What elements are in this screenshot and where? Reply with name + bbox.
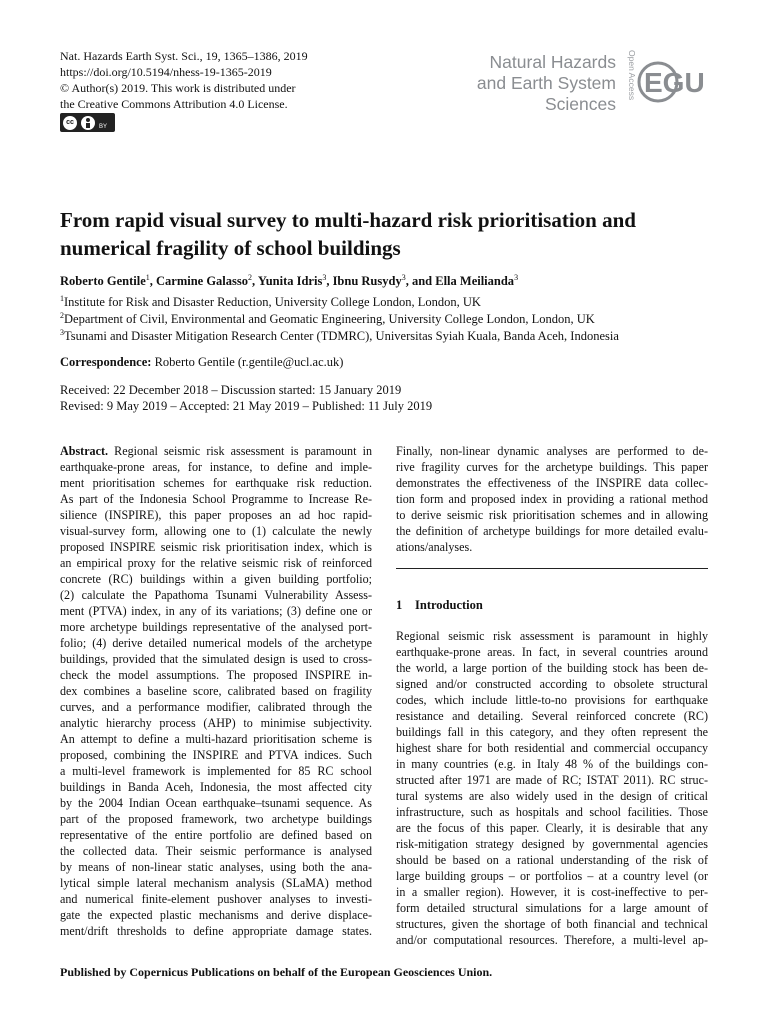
author-list <box>60 273 518 289</box>
journal-name-line: and Earth System <box>476 73 616 93</box>
text-line: buildings fall in this category, and they often represent the <box>396 725 708 739</box>
author-name: Ella Meilianda <box>435 274 515 289</box>
cc-icon: cc <box>63 116 77 130</box>
license-notice: the Creative Commons Attribution 4.0 License. <box>60 97 288 111</box>
text-line: structures, given the shortage of both financial and technical <box>396 917 708 931</box>
text-line: highest share for both residential and commercial occupancy <box>396 741 708 755</box>
article-title <box>60 206 710 262</box>
text-line: Regional seismic risk assessment is paramount in highly <box>396 629 708 643</box>
text-line: codes, which include little-to-no provisions for earthquake <box>396 693 708 707</box>
text-line: to derive seismic risk prioritisation schemes and in allowing <box>396 508 708 522</box>
text-line: the definition of archetype buildings for more detailed evalu- <box>396 524 708 538</box>
text-line: tural systems are also widely used in the design of critical <box>396 789 708 803</box>
egu-logo <box>636 56 710 108</box>
article-header-info <box>60 48 308 112</box>
received-dates: Received: 22 December 2018 – Discussion started: 15 January 2019 <box>60 383 402 397</box>
affiliation-text: Department of Civil, Environmental and Geomatic Engineering, University College London, London, UK <box>64 312 595 327</box>
doi-link[interactable]: https://doi.org/10.5194/nhess-19-1365-2019 <box>60 65 272 79</box>
citation: Nat. Hazards Earth Syst. Sci., 19, 1365–1386, 2019 <box>60 49 308 63</box>
text-line: As part of the Indonesia School Programme to Increase Re- <box>60 492 372 506</box>
text-line: demonstrates the effectiveness of the INSPIRE data collec- <box>396 476 708 490</box>
author-name: Roberto Gentile <box>60 274 146 289</box>
section-heading-introduction <box>396 598 483 613</box>
title-line: numerical fragility of school buildings <box>60 236 401 260</box>
text-line: form detailed structural simulations for a large amount of <box>396 901 708 915</box>
author-separator: , and <box>405 274 436 289</box>
abstract-label: Abstract. <box>60 444 109 458</box>
author-affiliation-mark: 2 <box>248 273 253 282</box>
text-line: (2) calculate the Papathoma Tsunami Vulnerability Assess- <box>60 588 372 602</box>
text-line: proposed INSPIRE seismic risk prioritisation index, which is <box>60 540 372 554</box>
affiliation-2 <box>60 311 595 327</box>
text-line: are the focus of this paper. Clearly, it is desirable that any <box>396 821 708 835</box>
text-line: proposed, combining the INSPIRE and PTVA indices. Such <box>60 748 372 762</box>
journal-name-line: Sciences <box>544 94 616 114</box>
correspondence-email[interactable]: Roberto Gentile (r.gentile@ucl.ac.uk) <box>151 355 344 369</box>
abstract-continuation <box>396 443 708 555</box>
text-line: and/or computational resources. Therefore, a multi-level ap- <box>396 933 708 947</box>
text-line: by the 2004 Indian Ocean earthquake–tsunami sequence. As <box>60 796 372 810</box>
text-line: and numerical finite-element pushover analyses to investi- <box>60 892 372 906</box>
text-line: lytical simple lateral mechanism analysis (SLaMA) method <box>60 876 372 890</box>
text-line: in a smaller region). However, it is cost-ineffective to per- <box>396 885 708 899</box>
text-line: a multi-level framework is implemented for 85 RC school <box>60 764 372 778</box>
affiliation-3 <box>60 328 619 344</box>
text-line: resistance and detailing. Several reinforced concrete (RC) <box>396 709 708 723</box>
text-line: ment (PTVA) index, in any of its variations; (3) define one or <box>60 604 372 618</box>
text-line: silience (INSPIRE), this paper proposes an ad hoc rapid- <box>60 508 372 522</box>
text-line: gate the expected plastic mechanisms and derive displace- <box>60 908 372 922</box>
copyright-notice: © Author(s) 2019. This work is distributed under <box>60 81 296 95</box>
text-line: by means of non-linear static analyses, using both the ana- <box>60 860 372 874</box>
text-line: structed after 1971 are made of RC; ISTAT 2011). RC struc- <box>396 773 708 787</box>
journal-name-line: Natural Hazards <box>489 52 616 72</box>
text-line: signed and/or constructed according to obsolete structural <box>396 677 708 691</box>
text-line: in many countries (e.g. in Italy 48 % of the buildings con- <box>396 757 708 771</box>
text-line: analytic hierarchy process (AHP) to minimise subjectivity. <box>60 716 372 730</box>
author-affiliation-mark: 3 <box>401 273 406 282</box>
section-divider <box>396 568 708 569</box>
egu-letters: EGU <box>644 67 705 98</box>
text-line: check the model assumptions. The proposed INSPIRE in- <box>60 668 372 682</box>
text-line <box>60 443 372 459</box>
correspondence-label: Correspondence: <box>60 355 152 369</box>
abstract <box>60 443 372 939</box>
text-line: tion form and proposed index in providing a rational method <box>396 492 708 506</box>
author-separator: , <box>149 274 156 289</box>
text-line: ment/drift thresholds to define appropriate damage states. <box>60 924 372 938</box>
author-name: Ibnu Rusydy <box>332 274 402 289</box>
affiliation-number: 1 <box>60 294 64 303</box>
author-separator: , <box>252 274 258 289</box>
affiliation-number: 3 <box>60 328 64 337</box>
title-line: From rapid visual survey to multi-hazard risk prioritisation and <box>60 208 636 232</box>
publisher-footer: Published by Copernicus Publications on behalf of the European Geosciences Union. <box>60 965 493 979</box>
author-name: Yunita Idris <box>257 274 323 289</box>
author-affiliation-mark: 3 <box>514 273 519 282</box>
text-line: buildings, provided that the simulated design is used to cross- <box>60 652 372 666</box>
revised-dates: Revised: 9 May 2019 – Accepted: 21 May 2019 – Published: 11 July 2019 <box>60 399 433 413</box>
text-line: dex combines a baseline score, calibrated based on fragility <box>60 684 372 698</box>
text-line: An attempt to define a multi-hazard prioritisation scheme is <box>60 732 372 746</box>
affiliation-text: Tsunami and Disaster Mitigation Research Center (TDMRC), Universitas Syiah Kuala, Banda Aceh, Indonesia <box>64 329 619 344</box>
text-line: Finally, non-linear dynamic analyses are performed to de- <box>396 444 708 458</box>
text-line: folio; (4) derive detailed numerical models of the archetype <box>60 636 372 650</box>
affiliation-text: Institute for Risk and Disaster Reduction, University College London, London, UK <box>64 295 481 310</box>
introduction-text <box>396 628 708 948</box>
text-line: concrete (RC) buildings within a given building portfolio; <box>60 572 372 586</box>
text-line: risk-mitigation strategy designed by governmental agencies <box>396 837 708 851</box>
text-line: visual-survey form, allowing one to (1) calculate the newly <box>60 524 372 538</box>
text-line: earthquake-prone areas. In fact, in several countries around <box>396 645 708 659</box>
text-line: ations/analyses. <box>396 540 473 554</box>
text-line: curves, and a performance modifier, calibrated through the <box>60 700 372 714</box>
text-line: part of the proposed framework, two archetype buildings <box>60 812 372 826</box>
author-separator: , <box>326 274 333 289</box>
open-access-label <box>619 50 637 110</box>
affiliation-1 <box>60 294 481 310</box>
correspondence <box>60 355 343 370</box>
section-title: Introduction <box>415 598 483 612</box>
author-affiliation-mark: 3 <box>322 273 327 282</box>
cc-by-license-icon[interactable] <box>60 113 115 132</box>
open-access-text: Open Access <box>627 50 637 101</box>
author-name: Carmine Galasso <box>156 274 249 289</box>
affiliation-number: 2 <box>60 311 64 320</box>
text-line: infrastructure, such as hospitals and school facilities. Those <box>396 805 708 819</box>
journal-name <box>440 52 616 115</box>
text-line: representative of the entire portfolio are defined based on <box>60 828 372 842</box>
text-line: should be based on a rational understanding of the risk of <box>396 853 708 867</box>
cc-by-label: BY <box>99 123 108 130</box>
text-line: buildings in Banda Aceh, Indonesia, the most affected city <box>60 780 372 794</box>
text-line: ment prioritisation schemes for earthquake risk reduction. <box>60 476 372 490</box>
text-line: large building groups – or portfolios – at a country level (or <box>396 869 708 883</box>
abstract-text: Regional seismic risk assessment is paramount in <box>108 444 372 458</box>
attribution-person-icon <box>81 116 95 130</box>
section-number: 1 <box>396 598 403 612</box>
text-line: more archetype buildings representative of the analysed port- <box>60 620 372 634</box>
author-affiliation-mark: 1 <box>145 273 150 282</box>
text-line: the world, a large portion of the building stock has been de- <box>396 661 708 675</box>
text-line: an empirical proxy for the relative seismic risk of reinforced <box>60 556 372 570</box>
text-line: the collected data. Their seismic performance is analysed <box>60 844 372 858</box>
text-line: rive fragility curves for the archetype buildings. This paper <box>396 460 708 474</box>
text-line: earthquake-prone areas, for instance, to define and imple- <box>60 460 372 474</box>
